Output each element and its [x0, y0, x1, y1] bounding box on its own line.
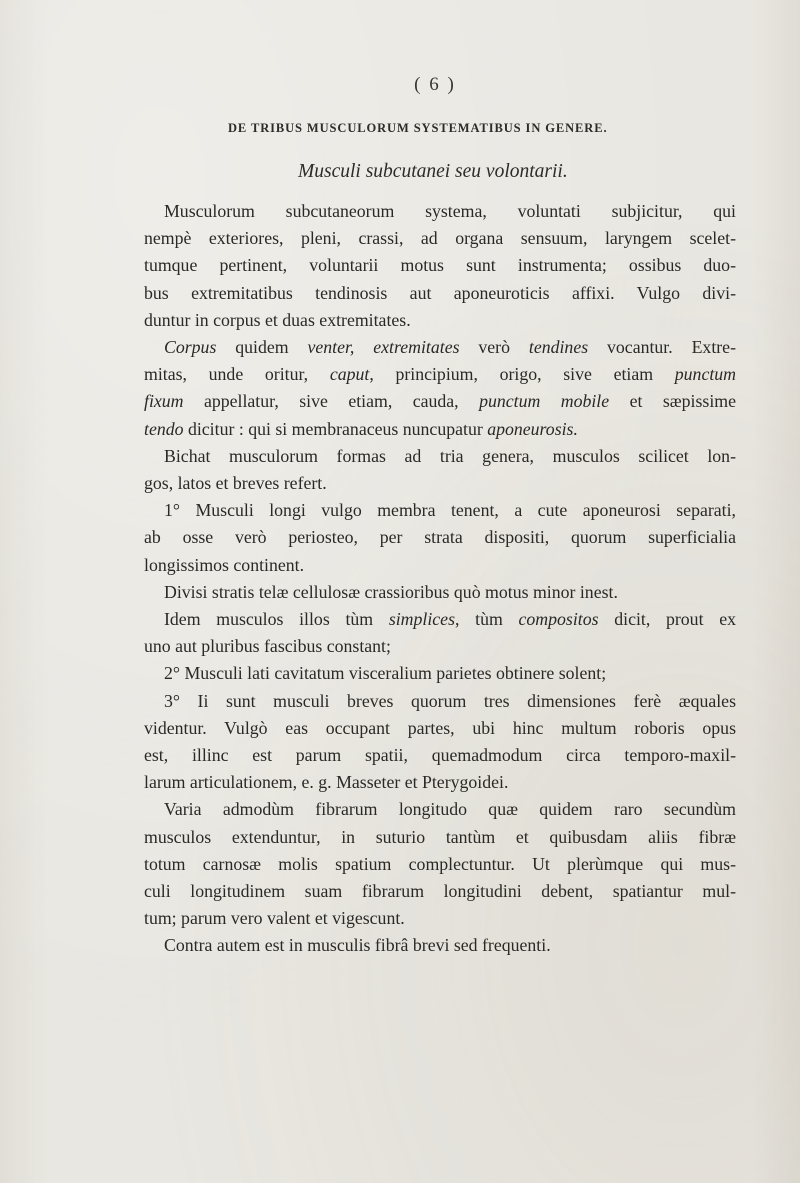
text-line: [144, 633, 736, 660]
text-line: [144, 470, 736, 497]
paragraph: [144, 660, 736, 687]
paragraph: [144, 932, 736, 959]
paragraph: [144, 796, 736, 932]
paragraph: [144, 198, 736, 334]
paragraph: [144, 497, 736, 579]
text-line: [144, 824, 736, 851]
italic-term: fixum: [144, 391, 184, 412]
text-run: 2° Musculi lati cavitatum visceralium parietes obtinere solent;: [164, 663, 607, 684]
paragraph: [144, 688, 736, 797]
text-line: [144, 552, 736, 579]
text-line: [144, 606, 736, 633]
text-line: [144, 388, 736, 415]
text-run: tumque pertinent, voluntarii motus sunt instrumenta; ossibus duo-: [144, 255, 736, 276]
text-line: [144, 742, 736, 769]
text-run: Idem musculos illos tùm: [164, 609, 389, 630]
italic-term: tendines: [528, 337, 589, 358]
text-run: bus extremitatibus tendinosis aut aponeuroticis affixi. Vulgo divi-: [144, 282, 736, 303]
text-run: , principium, origo, sive etiam: [369, 364, 675, 385]
paragraph: [144, 443, 736, 497]
text-run: appellatur, sive etiam, cauda,: [183, 391, 480, 412]
text-line: [144, 334, 736, 361]
italic-term: caput: [329, 364, 370, 385]
text-line: [144, 905, 736, 932]
italic-term: extremitates: [373, 337, 460, 358]
paragraph: [144, 606, 736, 660]
text-run: dicit, prout ex: [598, 609, 736, 630]
text-line: [144, 796, 736, 823]
italic-term: venter,: [307, 337, 355, 358]
text-line: [144, 579, 736, 606]
text-run: videntur. Vulgò eas occupant partes, ubi hinc multum roboris opus: [144, 717, 736, 738]
text-run: totum carnosæ molis spatium complectuntur. Ut plerùmque qui mus-: [144, 853, 736, 874]
text-run: Divisi stratis telæ cellulosæ crassioribus quò motus minor inest.: [164, 581, 618, 602]
paragraph: [144, 579, 736, 606]
italic-term: punctum mobile: [479, 391, 610, 412]
text-run: Bichat musculorum formas ad tria genera, musculos scilicet lon-: [164, 445, 736, 466]
text-run: [354, 337, 373, 357]
text-run: et sæpissime: [609, 391, 736, 412]
text-run: verò: [459, 337, 529, 358]
text-line: [144, 715, 736, 742]
text-run: , tùm: [455, 609, 519, 630]
text-run: 3° Ii sunt musculi breves quorum tres dimensiones ferè æquales: [164, 690, 736, 711]
text-run: quidem: [216, 337, 308, 358]
text-line: [144, 932, 736, 959]
body-text: [144, 198, 736, 960]
text-run: musculos extenduntur, in suturio tantùm et quibusdam aliis fibræ: [144, 826, 736, 847]
text-line: [144, 361, 736, 388]
text-line: [144, 225, 736, 252]
text-run: ab osse verò periosteo, per strata dispositi, quorum superficialia: [144, 527, 736, 548]
text-run: dicitur : qui si membranaceus nuncupatur: [183, 418, 488, 439]
text-run: Contra autem est in musculis fibrâ brevi sed frequenti.: [164, 935, 551, 956]
text-run: uno aut pluribus fascibus constant;: [144, 636, 391, 657]
paragraph: [144, 334, 736, 443]
italic-term: punctum: [674, 364, 737, 385]
text-line: [144, 307, 736, 334]
text-line: [144, 252, 736, 279]
italic-term: Corpus: [164, 337, 217, 358]
italic-term: compositos: [518, 609, 599, 630]
text-run: nempè exteriores, pleni, crassi, ad organa sensuum, laryngem scelet-: [144, 228, 736, 249]
italic-term: aponeurosis.: [487, 418, 578, 439]
text-run: vocantur. Extre-: [588, 337, 736, 358]
text-run: duntur in corpus et duas extremitates.: [144, 309, 411, 330]
text-line: [144, 769, 736, 796]
text-line: [144, 851, 736, 878]
text-run: culi longitudinem suam fibrarum longitudini debent, spatiantur mul-: [144, 881, 736, 902]
italic-term: tendo: [144, 418, 184, 439]
text-run: larum articulationem, e. g. Masseter et Pterygoidei.: [144, 772, 509, 793]
section-subtitle: Musculi subcutanei seu volontarii.: [298, 161, 568, 182]
text-line: [144, 416, 736, 443]
text-run: Varia admodùm fibrarum longitudo quæ quidem raro secundùm: [164, 799, 736, 820]
text-line: [144, 198, 736, 225]
text-run: Musculorum subcutaneorum systema, voluntati subjicitur, qui: [164, 201, 736, 221]
text-run: est, illinc est parum spatii, quemadmodum circa temporo-maxil-: [144, 745, 736, 766]
text-run: mitas, unde oritur,: [144, 364, 330, 385]
text-run: gos, latos et breves refert.: [144, 473, 327, 494]
text-run: 1° Musculi longi vulgo membra tenent, a cute aponeurosi separati,: [164, 500, 736, 521]
text-line: [144, 524, 736, 551]
text-run: longissimos continent.: [144, 554, 305, 575]
text-line: [144, 878, 736, 905]
italic-term: simplices: [388, 609, 455, 630]
page-number: ( 6 ): [414, 74, 456, 95]
text-line: [144, 443, 736, 470]
text-line: [144, 688, 736, 715]
text-run: tum; parum vero valent et vigescunt.: [144, 908, 405, 929]
text-line: [144, 497, 736, 524]
section-heading: DE TRIBUS MUSCULORUM SYSTEMATIBUS IN GENERE.: [228, 121, 608, 135]
text-line: [144, 280, 736, 307]
text-line: [144, 660, 736, 687]
